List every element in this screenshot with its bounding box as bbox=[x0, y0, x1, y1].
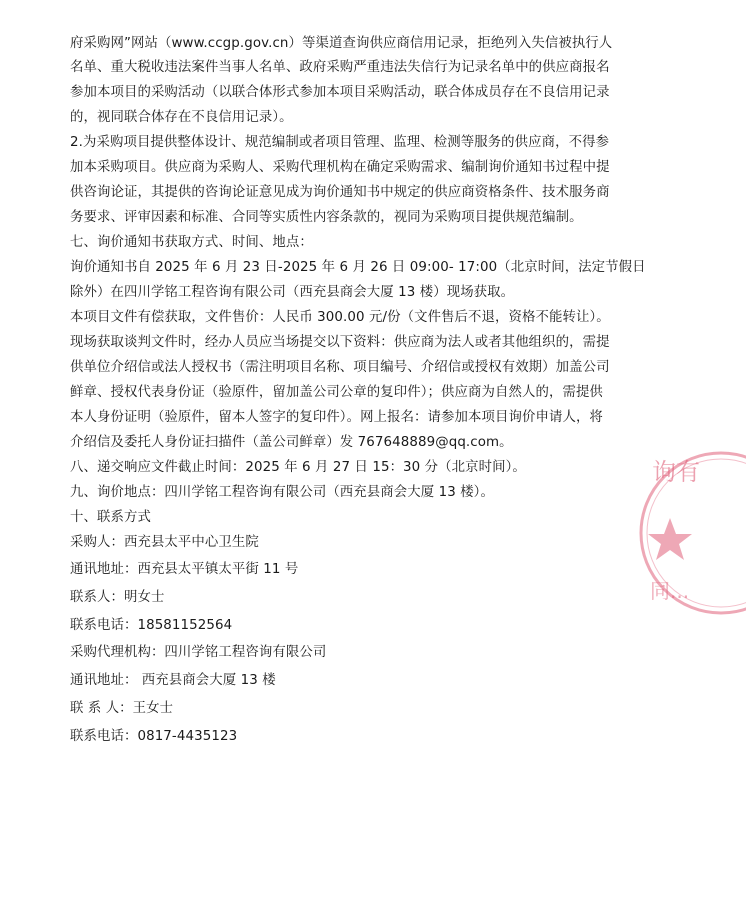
contact-person: 联系人：明女士 bbox=[70, 590, 165, 605]
agency-phone: 联系电话：0817-4435123 bbox=[70, 729, 238, 744]
text-line: 本项目文件有偿获取，文件售价：人民币 300.00 元/份（文件售后不退，资格不能转让）。 bbox=[70, 310, 610, 325]
agency-name: 采购代理机构：四川学铭工程咨询有限公司 bbox=[70, 645, 327, 660]
agency-contact-person: 联 系 人：王女士 bbox=[70, 701, 174, 716]
text-line: 现场获取谈判文件时，经办人员应当场提交以下资料：供应商为法人或者其他组织的，需提 bbox=[70, 335, 610, 350]
svg-text:同...: 同... bbox=[650, 579, 690, 603]
company-seal-stamp bbox=[636, 428, 746, 638]
section-heading: 七、询价通知书获取方式、时间、地点： bbox=[70, 235, 313, 250]
text-line: 加本采购项目。供应商为采购人、采购代理机构在确定采购需求、编制询价通知书过程中提 bbox=[70, 160, 610, 175]
text-line: 供咨询论证，其提供的咨询论证意见成为询价通知书中规定的供应商资格条件、技术服务商 bbox=[70, 185, 610, 200]
text-line: 名单、重大税收违法案件当事人名单、政府采购严重违法失信行为记录名单中的供应商报名 bbox=[70, 60, 610, 75]
section-heading: 十、联系方式 bbox=[70, 510, 151, 525]
text-line: 府采购网”网站（www.ccgp.gov.cn）等渠道查询供应商信用记录，拒绝列入失信被执行人 bbox=[70, 36, 613, 51]
contact-phone: 联系电话：18581152564 bbox=[70, 618, 233, 633]
text-line: 2.为采购项目提供整体设计、规范编制或者项目管理、监理、检测等服务的供应商，不得参 bbox=[70, 135, 610, 150]
svg-text:询有: 询有 bbox=[652, 458, 700, 486]
agency-address: 通讯地址： 西充县商会大厦 13 楼 bbox=[70, 673, 276, 688]
contact-address: 通讯地址：西充县太平镇太平街 11 号 bbox=[70, 562, 299, 577]
text-line: 询价通知书自 2025 年 6 月 23 日-2025 年 6 月 26 日 09:00- 17:00（北京时间，法定节假日 bbox=[70, 260, 646, 275]
section-heading: 九、询价地点：四川学铭工程咨询有限公司（西充县商会大厦 13 楼）。 bbox=[70, 485, 494, 500]
text-line: 本人身份证明（验原件，留本人签字的复印件）。网上报名：请参加本项目询价申请人，将 bbox=[70, 410, 603, 425]
text-line: 务要求、评审因素和标准、合同等实质性内容条款的，视同为采购项目提供规范编制。 bbox=[70, 210, 583, 225]
section-heading: 八、递交响应文件截止时间：2025 年 6 月 27 日 15：30 分（北京时间）。 bbox=[70, 460, 526, 475]
text-line: 的，视同联合体存在不良信用记录）。 bbox=[70, 110, 293, 125]
text-line: 除外）在四川学铭工程咨询有限公司（西充县商会大厦 13 楼）现场获取。 bbox=[70, 285, 515, 300]
contact-purchaser: 采购人：西充县太平中心卫生院 bbox=[70, 535, 259, 550]
text-line: 鲜章、授权代表身份证（验原件，留加盖公司公章的复印件）；供应商为自然人的，需提供 bbox=[70, 385, 603, 400]
text-line: 介绍信及委托人身份证扫描件（盖公司鲜章）发 767648889@qq.com。 bbox=[70, 435, 513, 450]
text-line: 参加本项目的采购活动（以联合体形式参加本项目采购活动，联合体成员存在不良信用记录 bbox=[70, 85, 610, 100]
text-line: 供单位介绍信或法人授权书（需注明项目名称、项目编号、介绍信或授权有效期）加盖公司 bbox=[70, 360, 610, 375]
